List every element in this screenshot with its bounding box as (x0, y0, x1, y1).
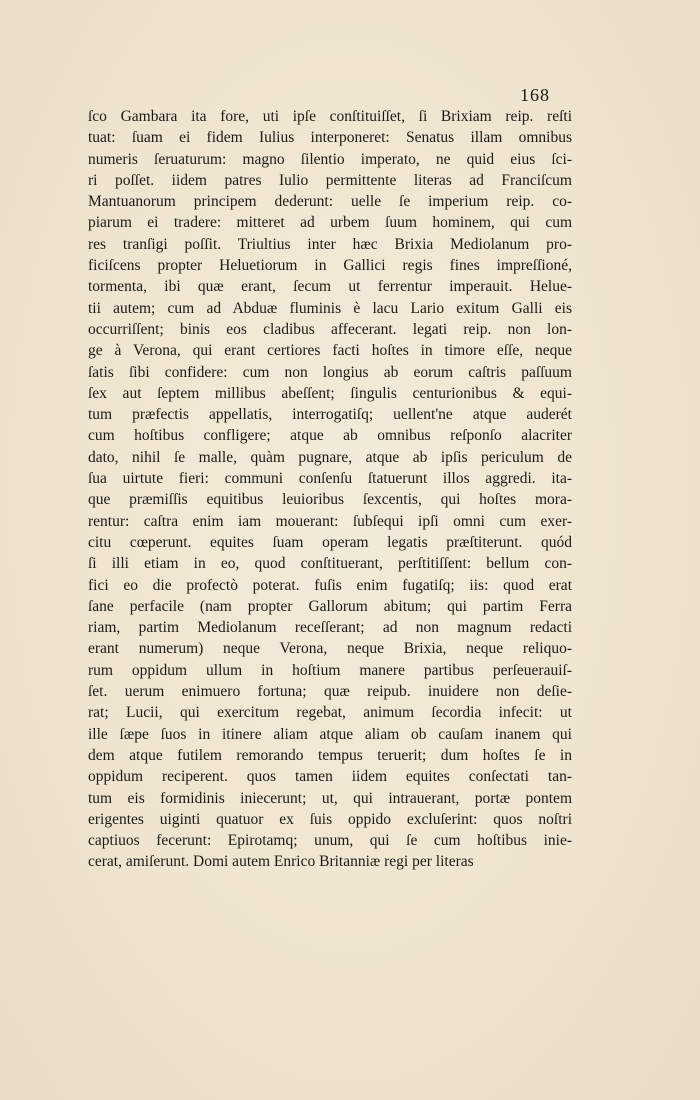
text-line: rum oppidum ullum in hoſtium manere partibus perſeuerauiſ- (88, 661, 572, 679)
text-line: erant numerum) neque Verona, neque Brixia, neque reliquo- (88, 640, 572, 658)
text-line: tii autem; cum ad Abduæ fluminis è lacu Lario exitum Galli eis (88, 299, 572, 317)
text-line: cum hoſtibus confligere; atque ab omnibus reſponſo alacriter (88, 427, 572, 445)
text-line: cerat, amiſerunt. Domi autem Enrico Britanniæ regi per literas (88, 853, 474, 871)
text-line: rentur: caſtra enim iam mouerant: ſubſequi ipſi omni cum exer- (88, 512, 572, 530)
body-text (88, 106, 572, 873)
text-line: fici eo die profectò poterat. fuſis enim fugatiſq; iis: quod erat (88, 576, 572, 594)
text-line: captiuos fecerunt: Epirotamq; unum, qui ſe cum hoſtibus inie- (88, 832, 572, 850)
text-line: rat; Lucii, qui exercitum regebat, animum ſecordia infecit: ut (88, 704, 572, 722)
text-line: ſatis ſibi confidere: cum non longius ab eorum caſtris paſſuum (88, 363, 572, 381)
text-line: ſane perfacile (nam propter Gallorum abitum; qui partim Ferra (88, 597, 572, 615)
text-line: tum præfectis appellatis, interrogatiſq; uellent'ne atque auderét (88, 406, 572, 424)
text-line: dato, nihil ſe malle, quàm pugnare, atque ab ipſis periculum de (88, 448, 572, 466)
text-line: occurriſſent; binis eos cladibus affecerant. legati reip. non lon- (88, 320, 572, 338)
text-line: piarum ei tradere: mitteret ad urbem ſuum hominem, qui cum (88, 214, 572, 232)
text-line: ficiſcens propter Heluetiorum in Gallici regis fines impreſſioné, (88, 257, 572, 275)
text-line: tuat: ſuam ei fidem Iulius interponeret: Senatus illam omnibus (88, 129, 572, 147)
text-line: ri poſſet. iidem patres Iulio permittente literas ad Franciſcum (88, 171, 572, 189)
text-line: tormenta, ibi quæ erant, ſecum ut ferrentur imperauit. Helue- (88, 278, 572, 296)
page-number: 168 (520, 85, 550, 105)
text-line: citu cœperunt. equites ſuam operam legatis præſtiterunt. quód (88, 533, 572, 551)
text-line: ille ſæpe ſuos in itinere aliam atque aliam ob cauſam inanem qui (88, 725, 572, 743)
text-line: ſco Gambara ita fore, uti ipſe conſtituiſſet, ſi Brixiam reip. reſti (88, 108, 572, 125)
text-line: numeris ſeruaturum: magno ſilentio imperato, ne quid eius ſci- (88, 150, 572, 168)
text-line: ſua uirtute fieri: communi conſenſu ſtatuerunt illos aggredi. ita- (88, 470, 572, 488)
text-line: erigentes uiginti quatuor ex ſuis oppido excluſerint: quos noſtri (88, 810, 572, 828)
text-line: ge à Verona, qui erant certiores facti hoſtes in timore eſſe, neque (88, 342, 572, 360)
text-line: riam, partim Mediolanum receſſerant; ad non magnum redacti (88, 619, 572, 637)
text-line: res tranſigi poſſit. Triultius inter hæc Brixia Mediolanum pro- (88, 235, 572, 253)
text-line: que præmiſſis equitibus leuioribus ſexcentis, qui hoſtes mora- (88, 491, 572, 509)
text-line: ſex aut ſeptem millibus abeſſent; ſingulis centurionibus & equi- (88, 384, 572, 402)
text-line: dem atque futilem remorando tempus teruerit; dum hoſtes ſe in (88, 746, 572, 764)
text-line: ſi illi etiam in eo, quod conſtituerant, perſtitiſſent: bellum con- (88, 555, 572, 573)
text-line: oppidum reciperent. quos tamen iidem equites conſectati tan- (88, 768, 572, 786)
text-line: Mantuanorum principem dederunt: uelle ſe imperium reip. co- (88, 193, 572, 211)
text-line: ſet. uerum enimuero fortuna; quæ reipub. inuidere non deſie- (88, 683, 572, 701)
text-line: tum eis formidinis iniecerunt; ut, qui intrauerant, portæ pontem (88, 789, 572, 807)
